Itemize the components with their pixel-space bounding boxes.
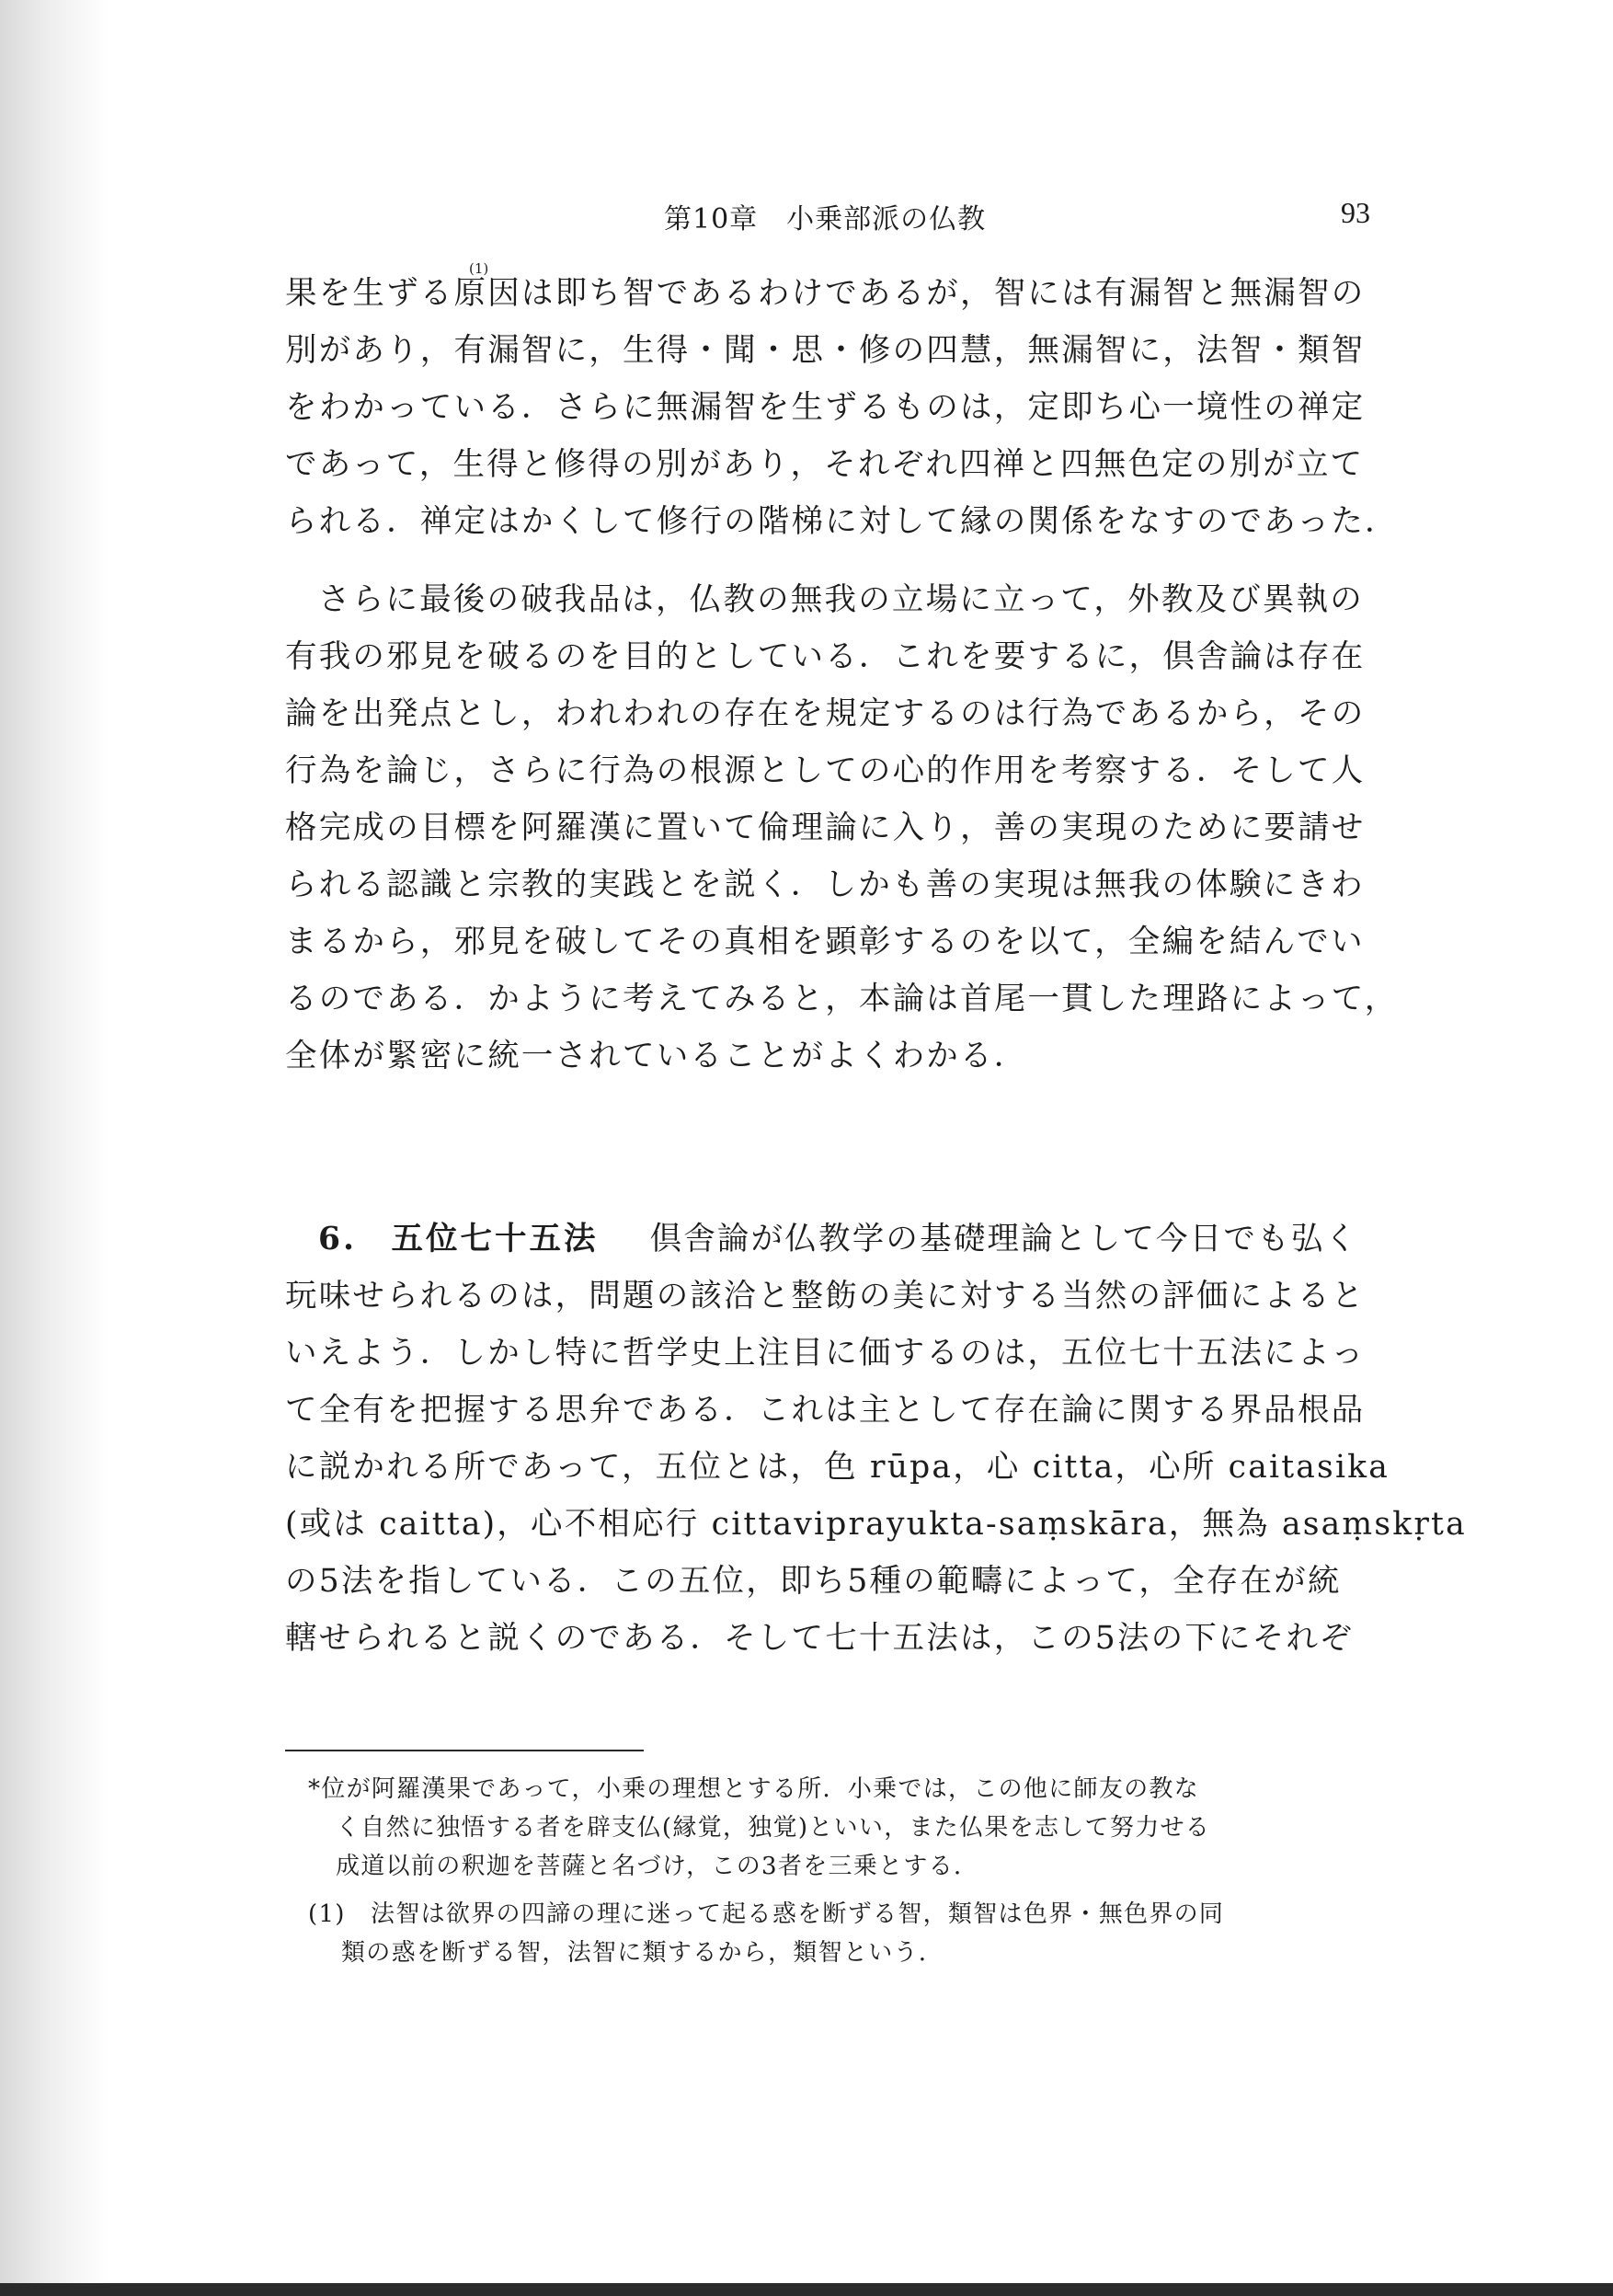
page-gutter-shadow [0,0,110,2296]
footnote-star-line: 成道以前の釈迦を菩薩と名づけ，この3者を三乗とする． [336,1853,979,1880]
footnote-marker-1: (1) [469,260,489,277]
footnote-star-line: く自然に独悟する者を辟支仏(縁覚，独覚)といい，また仏果を志して努力せる [336,1814,1211,1842]
text-line: 果を生ずる原因は即ち智であるわけであるが，智には有漏智と無漏智の [285,275,1366,312]
text-line: であって，生得と修得の別があり，それぞれ四禅と四無色定の別が立て [285,446,1365,483]
text-line: に説かれる所であって，五位とは，色 rūpa，心 citta，心所 caitasika [285,1449,1390,1486]
footnote-star-line: *位が阿羅漢果であって，小乗の理想とする所．小乗では，この他に師友の教な [308,1775,1200,1803]
footnote-divider [285,1750,644,1751]
section-first-line [285,1211,1379,1268]
text-line: 論を出発点とし，われわれの存在を規定するのは行為であるから，その [285,695,1366,732]
text-line: いえよう．しかし特に哲学史上注目に価するのは，五位七十五法によっ [285,1335,1366,1372]
text-line: の5法を指している．この五位，即ち5種の範疇によって，全存在が統 [285,1563,1342,1600]
text-line: るのである．かように考えてみると，本論は首尾一貫した理路によって， [285,981,1399,1017]
text-line: まるから，邪見を破してその真相を顕彰するのを以て，全編を結んでい [285,924,1365,960]
text-line: 倶舎論が仏教学の基礎理論として今日でも弘く [649,1221,1359,1257]
text-line: (或は caitta)，心不相応行 cittaviprayukta-saṃskāra，無為 asaṃskṛta [285,1506,1467,1543]
scan-edge-band [0,2283,1613,2296]
text-line: 格完成の目標を阿羅漢に置いて倫理論に入り，善の実現のために要請せ [285,809,1366,846]
text-line: て全有を把握する思弁である．これは主として存在論に関する界品根品 [285,1392,1366,1429]
text-line: 有我の邪見を破るのを目的としている．これを要するに，倶舎論は存在 [285,638,1366,675]
footnote-1-line: 類の惑を断ずる智，法智に類するから，類智という． [341,1939,944,1967]
section-heading: 6. 五位七十五法 [318,1221,599,1257]
section-six [285,1211,1467,1667]
text-line: 玩味せられるのは，問題の該洽と整飭の美に対する当然の評価によると [285,1278,1366,1314]
chapter-title: 第10章 小乗部派の仏教 [664,203,987,235]
text-line: られる認識と宗教的実践とを説く．しかも善の実現は無我の体験にきわ [285,867,1365,903]
text-line: 行為を論じ，さらに行為の根源としての心的作用を考察する．そして人 [285,752,1366,789]
text-line: られる．禅定はかくして修行の階梯に対して縁の関係をなすのであった． [285,503,1399,540]
text-line: 全体が緊密に統一されていることがよくわかる． [285,1038,1028,1074]
text-line: さらに最後の破我品は，仏教の無我の立場に立って，外教及び異執の [318,581,1365,618]
text-line-with-note [285,379,1379,436]
page-number: 93 [1341,196,1370,229]
paragraph-hagahon [285,571,1399,1085]
footnote-1-line: (1) 法智は欲界の四諦の理に迷って起る惑を断ずる智，類智は色界・無色界の同 [308,1900,1225,1928]
text-line: 別があり，有漏智に，生得・聞・思・修の四慧，無漏智に，法智・類智 [285,332,1366,369]
text-line-part: をわかっている．さらに無漏智を生ずるものは，定即ち心一境性の禅定 [285,389,1366,426]
running-header [285,196,1370,242]
footnotes [308,1770,1375,1972]
text-line: 轄せられると説くのである．そして七十五法は，この5法の下にそれぞ [285,1620,1354,1657]
paragraph-continued [285,265,1399,550]
